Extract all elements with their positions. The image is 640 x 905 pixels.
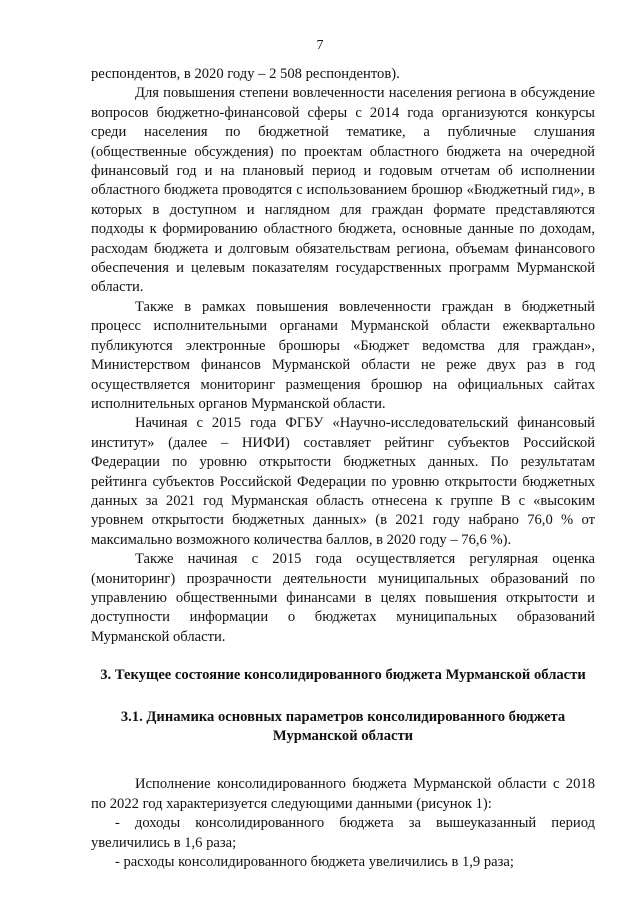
paragraph-electronic-brochures: Также в рамках повышения вовлеченности граждан в бюджетный процесс исполнительными органами Мурманской области ежеквартально публикуются электронные брошюры «Бюджет ведомства для граждан», Министерством финансов Мурманской области не реже двух раз в год осуществляется мониторинг размещения брошюр на официальных сайтах исполнительных органов Мурманской области. (91, 298, 595, 412)
paragraph-budget-execution-intro: Исполнение консолидированного бюджета Мурманской области с 2018 по 2022 год характеризуется следующими данными (рисунок 1): (91, 776, 595, 812)
page-number: 7 (316, 38, 324, 53)
list-item-revenues: - доходы консолидированного бюджета за вышеуказанный период увеличились в 1,6 раза; (91, 815, 595, 851)
document-body (91, 65, 595, 872)
list-item-expenditures: - расходы консолидированного бюджета увеличились в 1,9 раза; (115, 854, 514, 871)
paragraph-public-engagement: Для повышения степени вовлеченности населения региона в обсуждение вопросов бюджетно-финансовой сферы с 2014 года организуются конкурсы среди населения по бюджетной тематике, а публичные слушания (общественные обсуждения) по проектам областного бюджета на очередной финансовый год и на плановый период и годовым отчетам об исполнении областного бюджета проводятся с использованием брошюр «Бюджетный гид», в которых в доступном и наглядном для граждан формате представляются подходы к формированию областного бюджета, основные данные по доходам, расходам бюджета и долговым обязательствам региона, объемам финансового обеспечения и целевым показателям государственных программ Мурманской области. (91, 85, 595, 296)
paragraph-municipal-monitoring: Также начиная с 2015 года осуществляется регулярная оценка (мониторинг) прозрачности деятельности муниципальных образований по управлению общественными финансами в целях повышения открытости и доступности информации о бюджетах муниципальных образований Мурманской области. (91, 551, 595, 645)
section-heading-3: 3. Текущее состояние консолидированного бюджета Мурманской области (100, 667, 586, 684)
paragraph-continuation: респондентов, в 2020 году – 2 508 респондентов). (91, 66, 400, 82)
paragraph-nifi-rating: Начиная с 2015 года ФГБУ «Научно-исследовательский финансовый институт» (далее – НИФИ) составляет рейтинг субъектов Российской Федерации по уровню открытости бюджетных данных. По результатам рейтинга субъектов Российской Федерации по уровню открытости бюджетных данных за 2021 год Мурманская область отнесена к группе B с «высоким уровнем открытости бюджетных данных» (в 2021 году набрано 76,0 % от максимально возможного количества баллов, в 2020 году – 76,6 %). (91, 415, 595, 548)
section-heading-3-1: 3.1. Динамика основных параметров консолидированного бюджета Мурманской области (120, 708, 566, 744)
